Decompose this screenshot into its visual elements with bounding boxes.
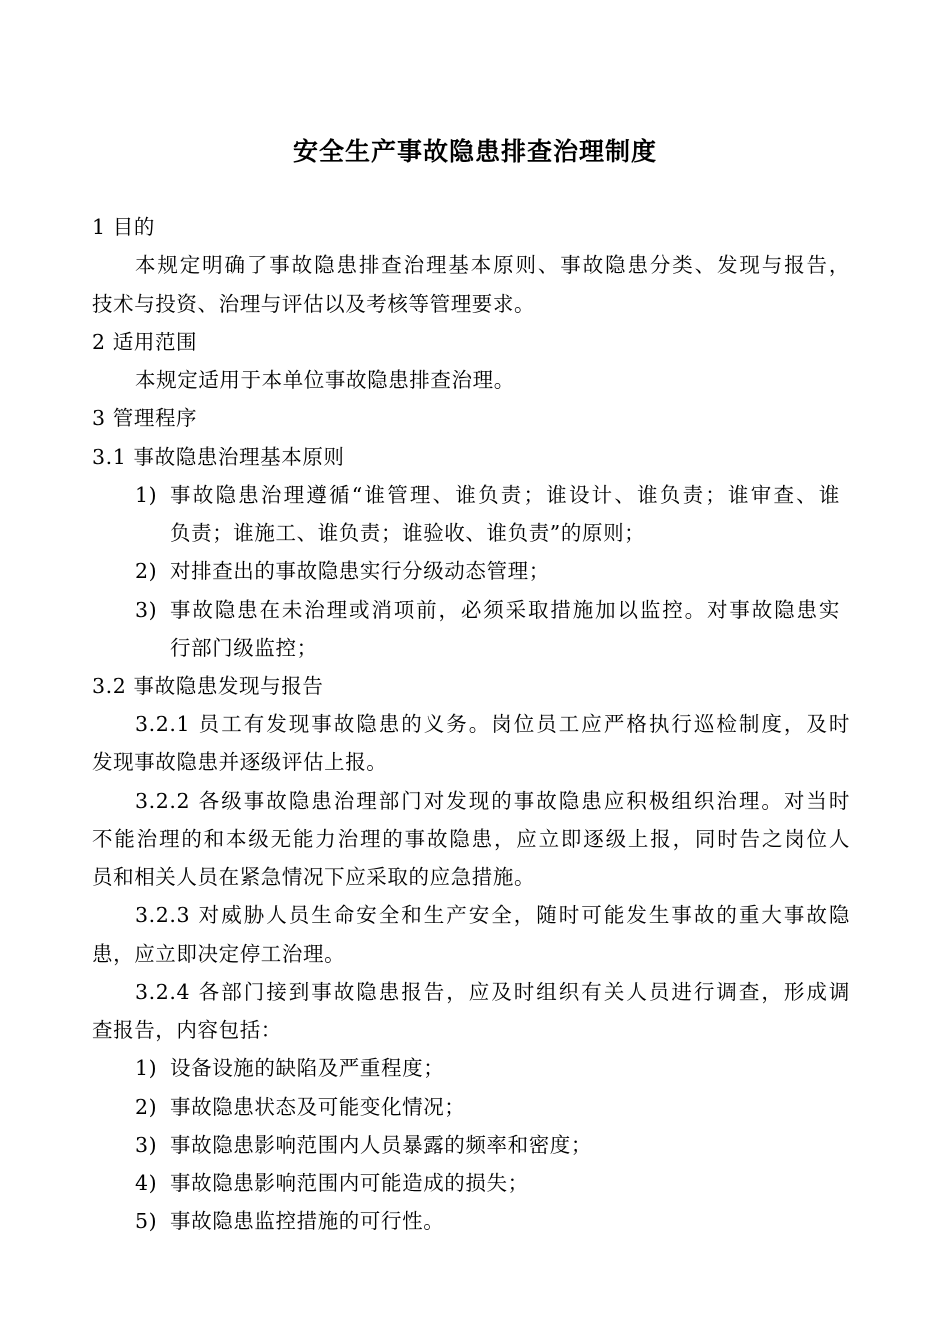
paragraph-line: 查报告，内容包括：	[92, 1018, 282, 1042]
list-item-line: 对排查出的事故隐患实行分级动态管理；	[170, 559, 550, 583]
paragraph-line: 发现事故隐患并逐级评估上报。	[92, 750, 388, 774]
section-heading: 3 管理程序	[92, 406, 198, 430]
list-item-number: 1)	[135, 1056, 158, 1080]
list-item-number: 5)	[135, 1209, 158, 1233]
list-item-number: 2)	[135, 559, 158, 583]
paragraph-line: 本规定明确了事故隐患排查治理基本原则、事故隐患分类、发现与报告，	[135, 253, 850, 277]
subsection-heading: 3.1 事故隐患治理基本原则	[92, 445, 345, 469]
paragraph-line: 员和相关人员在紧急情况下应采取的应急措施。	[92, 865, 536, 889]
list-item-line: 事故隐患在未治理或消项前，必须采取措施加以监控。对事故隐患实	[170, 598, 840, 622]
paragraph-line: 患，应立即决定停工治理。	[92, 942, 346, 966]
section-heading: 2 适用范围	[92, 330, 198, 354]
document-title: 安全生产事故隐患排查治理制度	[292, 137, 657, 166]
list-item-line: 事故隐患状态及可能变化情况；	[170, 1095, 466, 1119]
paragraph-line: 3.2.2 各级事故隐患治理部门对发现的事故隐患应积极组织治理。对当时	[135, 789, 850, 813]
list-item-number: 1)	[135, 483, 158, 507]
paragraph-line: 技术与投资、治理与评估以及考核等管理要求。	[92, 292, 536, 316]
list-item-number: 2)	[135, 1095, 158, 1119]
list-item-line: 负责；谁施工、谁负责；谁验收、谁负责”的原则；	[170, 521, 646, 545]
paragraph-line: 3.2.3 对威胁人员生命安全和生产安全，随时可能发生事故的重大事故隐	[135, 903, 850, 927]
list-item-number: 4)	[135, 1171, 158, 1195]
section-heading: 1 目的	[92, 215, 155, 239]
paragraph-line: 3.2.1 员工有发现事故隐患的义务。岗位员工应严格执行巡检制度，及时	[135, 712, 850, 736]
list-item-line: 事故隐患监控措施的可行性。	[170, 1209, 445, 1233]
list-item-number: 3)	[135, 598, 158, 622]
paragraph-line: 不能治理的和本级无能力治理的事故隐患，应立即逐级上报，同时告之岗位人	[92, 827, 850, 851]
paragraph-line: 3.2.4 各部门接到事故隐患报告，应及时组织有关人员进行调查，形成调	[135, 980, 850, 1004]
list-item-number: 3)	[135, 1133, 158, 1157]
paragraph-line: 本规定适用于本单位事故隐患排查治理。	[135, 368, 515, 392]
list-item-line: 事故隐患影响范围内可能造成的损失；	[170, 1171, 529, 1195]
list-item-line: 行部门级监控；	[170, 636, 318, 660]
list-item-line: 事故隐患影响范围内人员暴露的频率和密度；	[170, 1133, 592, 1157]
list-item-line: 设备设施的缺陷及严重程度；	[170, 1056, 445, 1080]
subsection-heading: 3.2 事故隐患发现与报告	[92, 674, 324, 698]
list-item-line: 事故隐患治理遵循“谁管理、谁负责；谁设计、谁负责；谁审查、谁	[170, 483, 840, 507]
